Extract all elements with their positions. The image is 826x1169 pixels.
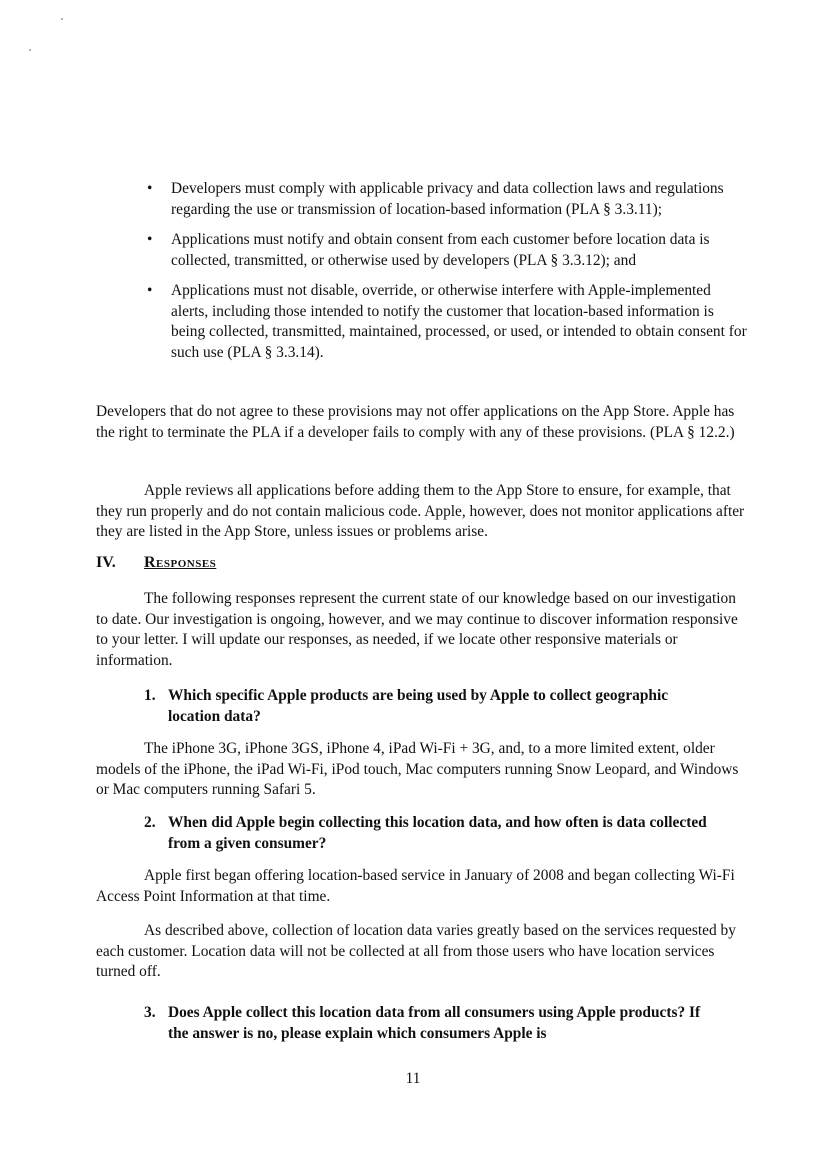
requirements-bullet-list xyxy=(147,179,747,373)
intro-paragraph-block xyxy=(96,589,748,671)
question-text: Which specific Apple products are being used by Apple to collect geographic location data? xyxy=(168,687,669,725)
bullet-item xyxy=(147,281,747,363)
answer-2b-paragraph: As described above, collection of location data varies greatly based on the services requested by each customer. Location data will not be collected at all from those users who have location services turned off. xyxy=(96,922,736,980)
bullet-text: Applications must not disable, override, or otherwise interfere with Apple-implemented alerts, including those intended to notify the customer that location-based information is being collected, transmitted, maintained, processed, or used, or intended to obtain consent for such use (PLA § 3.3.14). xyxy=(171,282,747,361)
reviews-paragraph: Apple reviews all applications before adding them to the App Store to ensure, for example, that they run properly and do not contain malicious code. Apple, however, does not monitor applications after they are listed in the App Store, unless issues or problems arise. xyxy=(96,482,745,540)
bullet-item xyxy=(147,179,747,220)
section-title: Responses xyxy=(144,554,217,571)
scan-speck xyxy=(29,49,31,51)
bullet-text: Developers must comply with applicable privacy and data collection laws and regulations regarding the use or transmission of location-based information (PLA § 3.3.11); xyxy=(171,180,724,218)
section-heading xyxy=(96,553,216,574)
bullet-item xyxy=(147,230,747,271)
bullet-marker: • xyxy=(147,231,153,248)
question-text: Does Apple collect this location data from all consumers using Apple products? If the answer is no, please explain which consumers Apple is xyxy=(168,1004,701,1042)
bullet-marker: • xyxy=(147,180,153,197)
question-1 xyxy=(144,686,724,727)
answer-1-block xyxy=(96,739,748,801)
bullet-marker: • xyxy=(147,282,153,299)
answer-2b-block xyxy=(96,921,748,983)
question-2 xyxy=(144,813,724,854)
question-number: 1. xyxy=(144,687,156,704)
answer-2a-block xyxy=(96,866,748,907)
page-number: 11 xyxy=(405,1070,421,1087)
section-number: IV. xyxy=(96,554,116,571)
developers-paragraph-block xyxy=(96,402,748,443)
question-text: When did Apple begin collecting this location data, and how often is data collected from a given consumer? xyxy=(168,814,707,852)
bullet-text: Applications must notify and obtain consent from each customer before location data is collected, transmitted, or otherwise used by developers (PLA § 3.3.12); and xyxy=(171,231,710,269)
intro-paragraph: The following responses represent the current state of our knowledge based on our investigation to date. Our investigation is ongoing, however, and we may continue to discover information responsive to your letter. I will update our responses, as needed, if we locate other responsive materials or information. xyxy=(96,590,738,669)
question-number: 3. xyxy=(144,1004,156,1021)
answer-2a-paragraph: Apple first began offering location-based service in January of 2008 and began collecting Wi-Fi Access Point Information at that time. xyxy=(96,867,735,905)
developers-paragraph: Developers that do not agree to these provisions may not offer applications on the App Store. Apple has the right to terminate the PLA if a developer fails to comply with any of these provisions. (PLA § 12.2.) xyxy=(96,403,735,441)
answer-1-paragraph: The iPhone 3G, iPhone 3GS, iPhone 4, iPad Wi-Fi + 3G, and, to a more limited extent, older models of the iPhone, the iPad Wi-Fi, iPod touch, Mac computers running Snow Leopard, and Windows or Mac computers running Safari 5. xyxy=(96,740,739,798)
question-number: 2. xyxy=(144,814,156,831)
question-3 xyxy=(144,1003,724,1044)
scan-speck xyxy=(61,18,63,20)
reviews-paragraph-block xyxy=(96,481,748,543)
